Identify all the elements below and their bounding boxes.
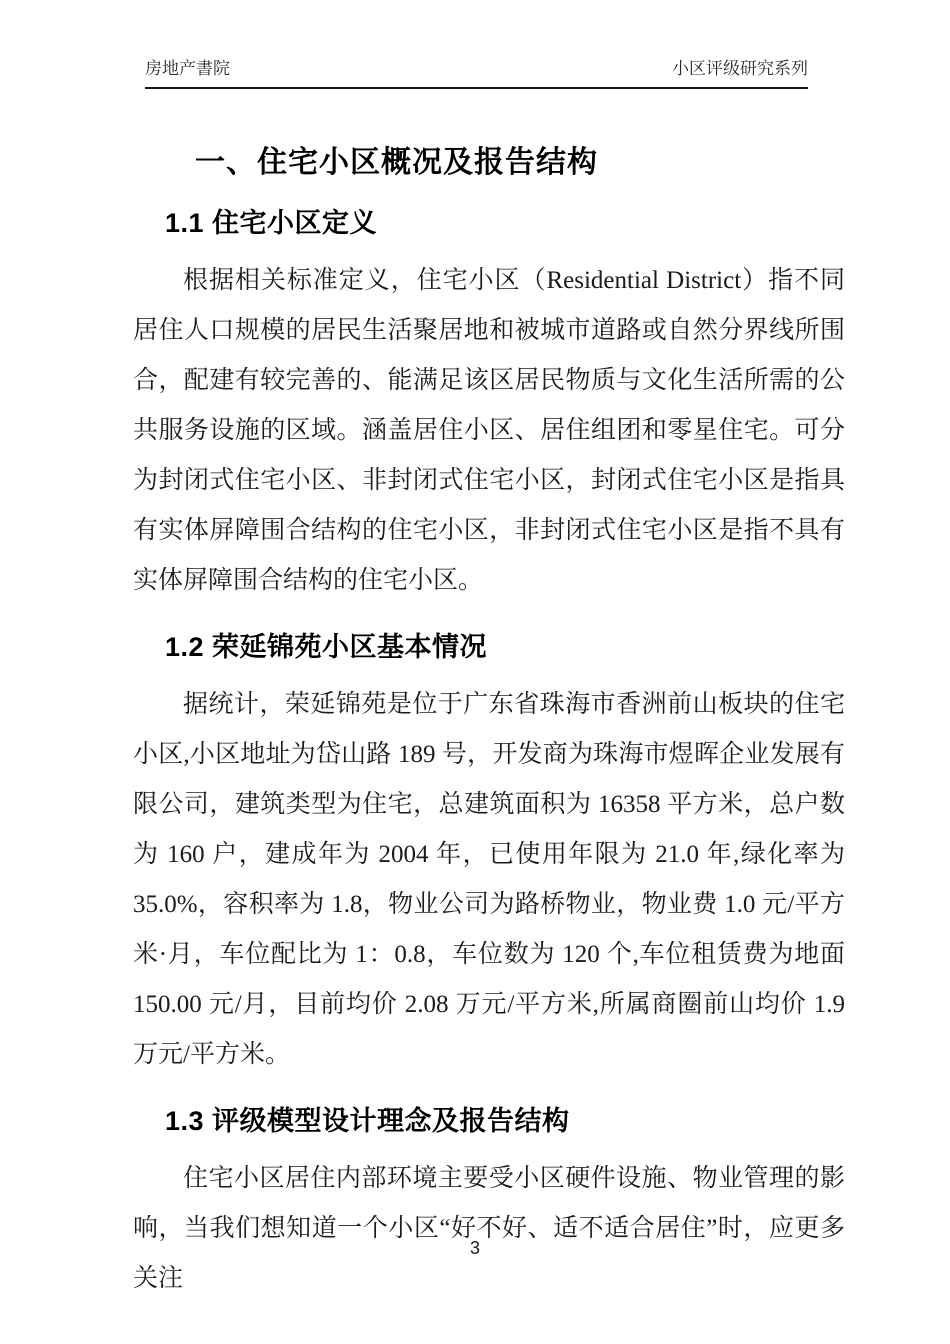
header-left-text: 房地产書院	[145, 59, 230, 78]
page-header	[145, 58, 808, 89]
section-heading-1-2: 1.2 荣延锦苑小区基本情况	[165, 632, 488, 662]
section-1-1	[133, 206, 845, 606]
document-body	[133, 90, 845, 1304]
page-number: 3	[469, 1238, 480, 1258]
section-1-2	[133, 630, 845, 1080]
header-right-text: 小区评级研究系列	[672, 59, 808, 78]
section-1-2-paragraph: 据统计，荣延锦苑是位于广东省珠海市香洲前山板块的住宅小区,小区地址为岱山路 189 号，开发商为珠海市煜晖企业发展有限公司，建筑类型为住宅，总建筑面积为 16358 平方米，总户数为 160 户，建成年为 2004 年，已使用年限为 21.0 年,绿化率为 35.0%，容积率为 1.8，物业公司为路桥物业，物业费 1.0 元/平方米·月，车位配比为 1：0.8，车位数为 120 个,车位租赁费为地面 150.00 元/月，目前均价 2.08 万元/平方米,所属商圈前山均价 1.9 万元/平方米。	[133, 691, 845, 1068]
section-heading-1-1: 1.1 住宅小区定义	[165, 208, 378, 238]
chapter-heading: 一、住宅小区概况及报告结构	[195, 146, 598, 179]
page-footer	[0, 1238, 950, 1259]
section-1-3	[133, 1104, 845, 1304]
section-1-3-paragraph: 住宅小区居住内部环境主要受小区硬件设施、物业管理的影响，当我们想知道一个小区“好不好、适不适合居住”时，应更多关注	[133, 1165, 845, 1292]
section-heading-1-3: 1.3 评级模型设计理念及报告结构	[165, 1106, 570, 1136]
section-1-1-paragraph: 根据相关标准定义，住宅小区（Residential District）指不同居住人口规模的居民生活聚居地和被城市道路或自然分界线所围合，配建有较完善的、能满足该区居民物质与文化生活所需的公共服务设施的区域。涵盖居住小区、居住组团和零星住宅。可分为封闭式住宅小区、非封闭式住宅小区，封闭式住宅小区是指具有实体屏障围合结构的住宅小区，非封闭式住宅小区是指不具有实体屏障围合结构的住宅小区。	[133, 267, 845, 594]
